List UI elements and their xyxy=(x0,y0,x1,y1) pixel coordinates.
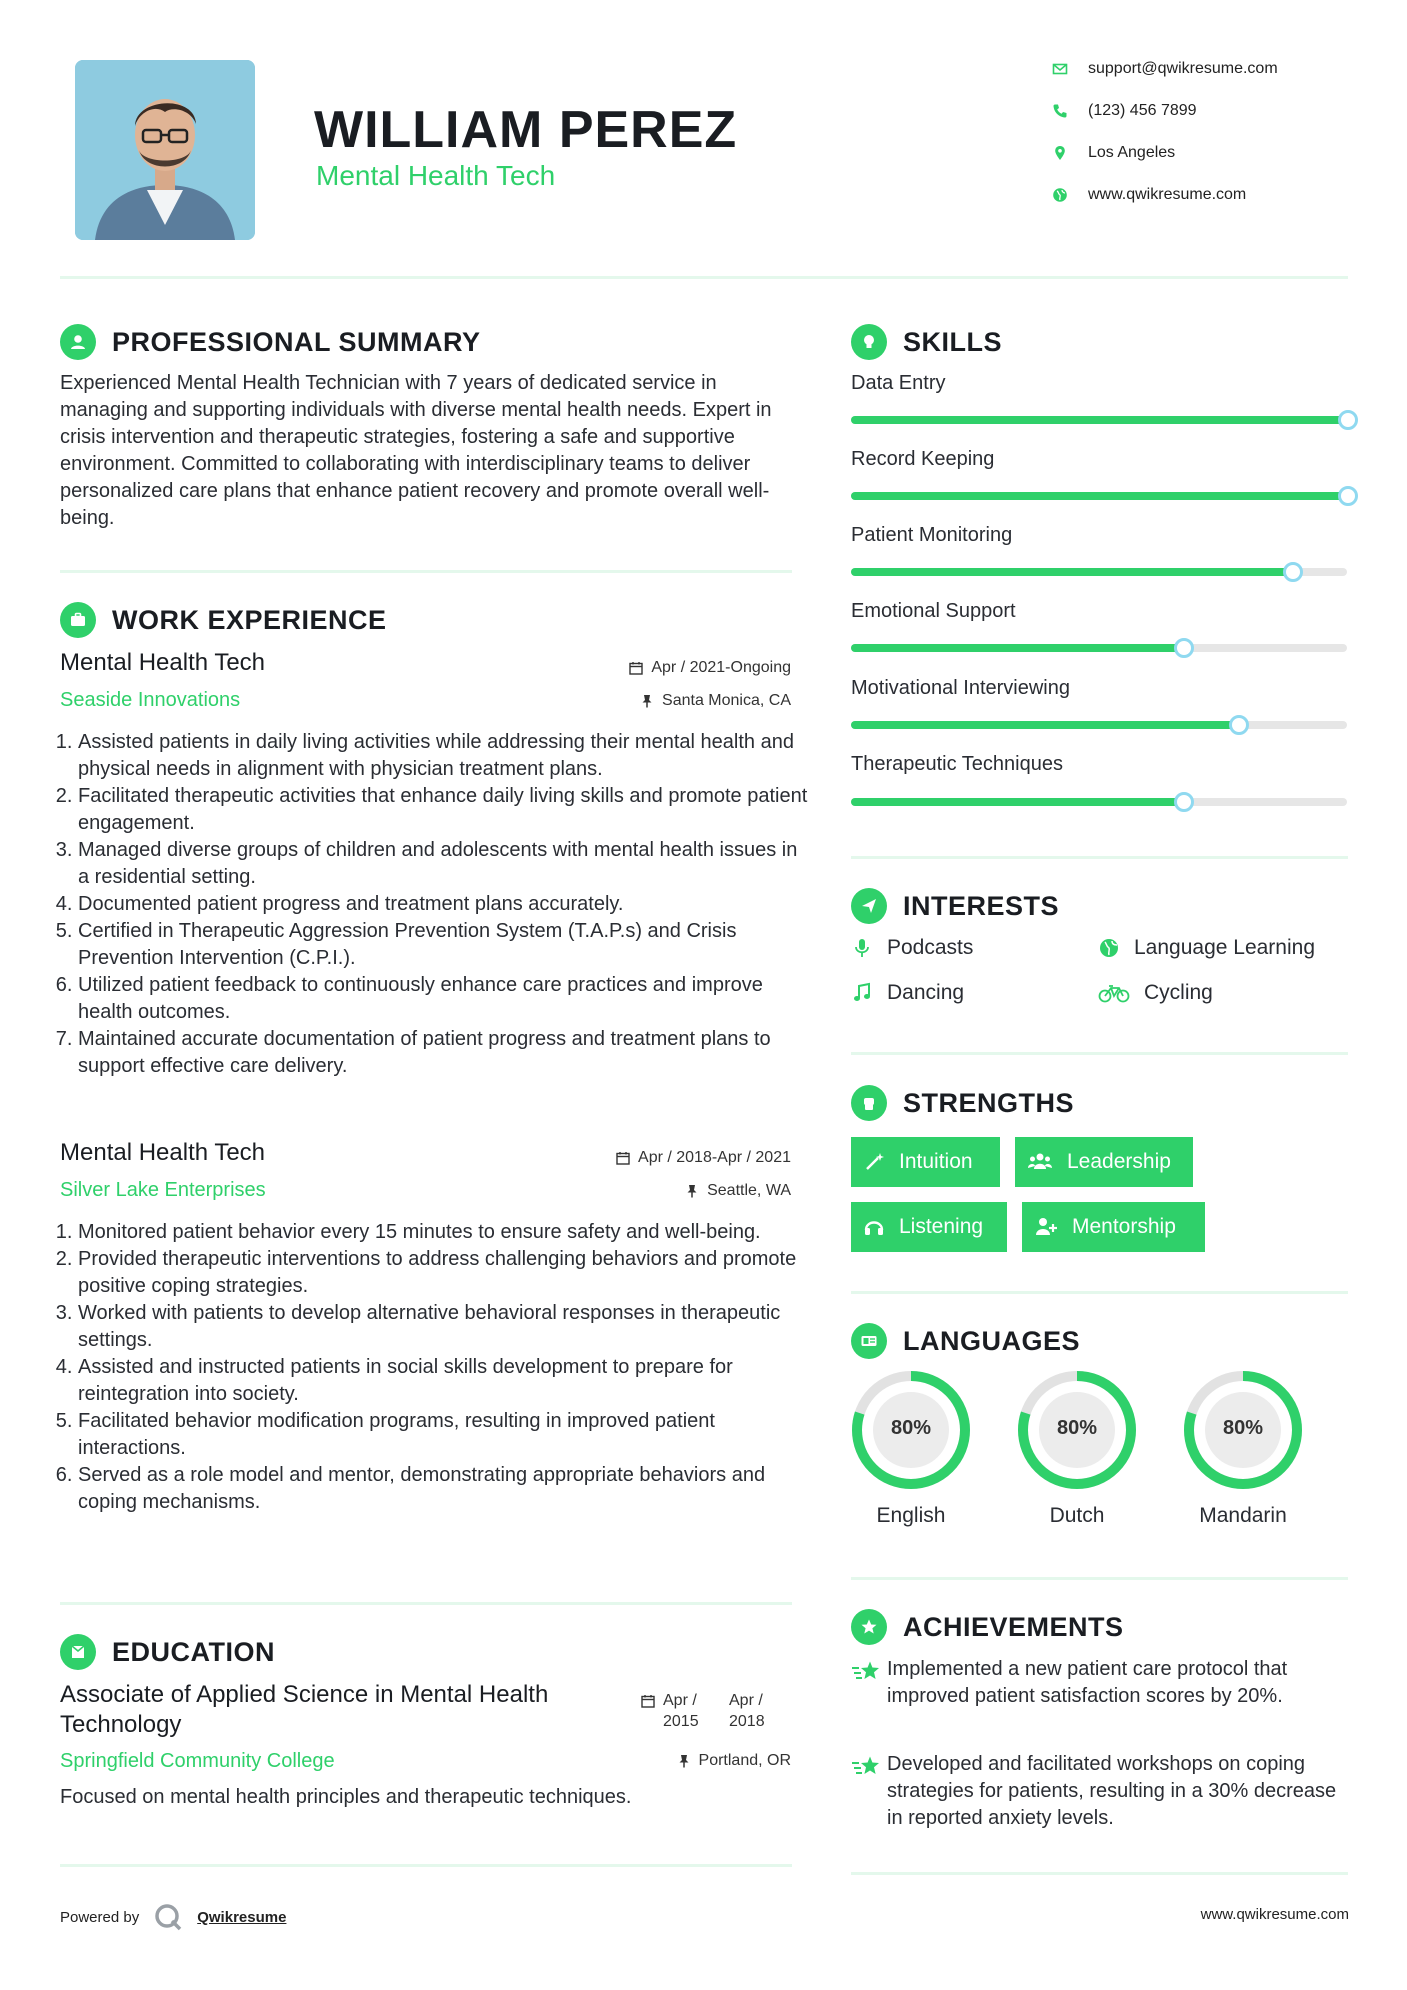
contact-email[interactable] xyxy=(1050,57,1278,81)
skill-bar-fill xyxy=(851,644,1183,652)
calendar-icon xyxy=(629,661,643,675)
interest-label: Dancing xyxy=(887,981,965,1004)
languages-title: LANGUAGES xyxy=(903,1325,1081,1356)
list-item: 2. Provided therapeutic interventions to address challenging behaviors and promote positive coping strategies. xyxy=(78,1246,810,1300)
education-end: Apr / 2018 xyxy=(729,1692,765,1730)
language-name: Dutch xyxy=(1049,1504,1105,1527)
achievement-text: Implemented a new patient care protocol that improved patient satisfaction scores by 20%. xyxy=(887,1658,1288,1707)
strength-label: Listening xyxy=(899,1215,984,1238)
interest-label: Language Learning xyxy=(1134,936,1316,959)
star-icon xyxy=(851,1656,887,1710)
candidate-role: Mental Health Tech xyxy=(316,160,556,191)
interest-item xyxy=(851,936,973,960)
strength-label: Intuition xyxy=(899,1150,973,1173)
education-dates xyxy=(641,1690,775,1732)
interests-heading xyxy=(851,886,1059,926)
briefcase-icon xyxy=(60,602,96,638)
achievements-divider xyxy=(851,1872,1348,1875)
education-divider xyxy=(60,1864,792,1867)
skills-heading xyxy=(851,322,1002,362)
interests-divider xyxy=(851,1052,1348,1055)
job-2-company: Silver Lake Enterprises xyxy=(60,1179,266,1201)
strengths-heading xyxy=(851,1083,1074,1123)
education-heading xyxy=(60,1632,275,1672)
calendar-icon xyxy=(616,1151,630,1165)
contact-location xyxy=(1050,141,1175,165)
pushpin-icon xyxy=(677,1754,691,1768)
list-item: 3. Managed diverse groups of children and adolescents with mental health issues in a residential setting. xyxy=(78,837,810,891)
list-item: 5. Facilitated behavior modification programs, resulting in improved patient interactions. xyxy=(78,1408,810,1462)
skills-title: SKILLS xyxy=(903,326,1003,357)
education-description: Focused on mental health principles and therapeutic techniques. xyxy=(60,1786,632,1808)
list-item: 1. Assisted patients in daily living activities while addressing their mental health and physical needs in alignment with physician treatment plans. xyxy=(78,729,810,783)
skill-bar-knob xyxy=(1338,486,1358,506)
skill-bar xyxy=(851,492,1347,500)
user-plus-icon xyxy=(1034,1216,1058,1238)
skill-bar-knob xyxy=(1229,715,1249,735)
calendar-icon xyxy=(641,1694,655,1708)
qwikresume-logo-icon xyxy=(153,1902,183,1932)
language-name: English xyxy=(876,1504,946,1527)
skill-name: Emotional Support xyxy=(851,600,1016,622)
raised-fist-icon xyxy=(851,1085,887,1121)
music-note-icon xyxy=(851,982,873,1004)
person-portrait-icon xyxy=(75,60,255,240)
language-card-icon xyxy=(851,1323,887,1359)
lightbulb-icon xyxy=(851,324,887,360)
list-item: 7. Maintained accurate documentation of patient progress and treatment plans to support effective care delivery. xyxy=(78,1026,810,1080)
list-item: 4. Documented patient progress and treatment plans accurately. xyxy=(78,891,810,918)
job-1-title: Mental Health Tech xyxy=(60,649,266,676)
job-2-dates-text: Apr / 2018-Apr / 2021 xyxy=(638,1149,791,1166)
job-1-dates-text: Apr / 2021-Ongoing xyxy=(651,659,791,676)
skill-bar-fill xyxy=(851,721,1238,729)
powered-by-text: Powered by xyxy=(60,1908,140,1926)
summary-title: PROFESSIONAL SUMMARY xyxy=(112,326,481,357)
phone-icon xyxy=(1050,101,1070,121)
envelope-icon xyxy=(1050,59,1070,79)
achievements-title: ACHIEVEMENTS xyxy=(903,1611,1124,1642)
language-percent: 80% xyxy=(1056,1417,1098,1439)
skill-name: Data Entry xyxy=(851,372,946,394)
footer-url[interactable]: www.qwikresume.com xyxy=(1200,1906,1349,1923)
interest-item xyxy=(1098,981,1213,1005)
strength-tag xyxy=(1022,1202,1205,1252)
strength-label: Mentorship xyxy=(1072,1215,1176,1238)
achievement-text: Developed and facilitated workshops on coping strategies for patients, resulting in a 30% decrease in reported anxiety levels. xyxy=(887,1753,1337,1829)
pushpin-icon xyxy=(685,1184,699,1198)
job-2-location-text: Seattle, WA xyxy=(707,1182,791,1199)
skill-name: Record Keeping xyxy=(851,448,995,470)
list-item: 3. Worked with patients to develop alternative behavioral responses in therapeutic settings. xyxy=(78,1300,810,1354)
skill-bar xyxy=(851,644,1347,652)
job-2-location xyxy=(685,1182,791,1200)
summary-divider xyxy=(60,570,792,573)
experience-title: WORK EXPERIENCE xyxy=(112,604,387,635)
pushpin-icon xyxy=(640,694,654,708)
user-circle-icon xyxy=(60,324,96,360)
contact-website-text: www.qwikresume.com xyxy=(1088,186,1247,203)
paper-plane-icon xyxy=(851,888,887,924)
interest-item xyxy=(851,981,964,1005)
skill-bar xyxy=(851,721,1347,729)
job-1-bullets xyxy=(60,729,810,1080)
experience-divider xyxy=(60,1602,792,1605)
interests-title: INTERESTS xyxy=(903,890,1060,921)
skill-bar-fill xyxy=(851,568,1292,576)
star-icon xyxy=(851,1751,887,1832)
list-item: 2. Facilitated therapeutic activities that enhance daily living skills and promote patient engagement. xyxy=(78,783,810,837)
list-item: 6. Served as a role model and mentor, demonstrating appropriate behaviors and coping mechanisms. xyxy=(78,1462,810,1516)
strengths-title: STRENGTHS xyxy=(903,1087,1075,1118)
language-name: Mandarin xyxy=(1199,1504,1287,1527)
skill-bar-knob xyxy=(1174,638,1194,658)
contact-phone[interactable] xyxy=(1050,99,1197,123)
skill-bar-knob xyxy=(1338,410,1358,430)
interest-label: Podcasts xyxy=(887,936,974,959)
microphone-icon xyxy=(851,937,873,959)
interest-item xyxy=(1098,936,1315,960)
strength-tag xyxy=(851,1137,1000,1187)
skill-bar-fill xyxy=(851,416,1347,424)
magic-wand-icon xyxy=(863,1151,885,1173)
skill-bar xyxy=(851,798,1347,806)
skill-bar-knob xyxy=(1174,792,1194,812)
contact-email-text: support@qwikresume.com xyxy=(1088,60,1278,77)
skills-divider xyxy=(851,856,1348,859)
education-title: EDUCATION xyxy=(112,1636,275,1667)
powered-by xyxy=(60,1902,286,1932)
strengths-divider xyxy=(851,1291,1348,1294)
skill-bar-fill xyxy=(851,798,1183,806)
language-percent: 80% xyxy=(1222,1417,1264,1439)
bicycle-icon xyxy=(1098,982,1130,1004)
interest-label: Cycling xyxy=(1144,981,1213,1004)
list-item: 6. Utilized patient feedback to continuously enhance care practices and improve health outcomes. xyxy=(78,972,810,1026)
education-location xyxy=(677,1752,791,1770)
strength-tag xyxy=(1015,1137,1193,1187)
education-degree: Associate of Applied Science in Mental Health Technology xyxy=(60,1681,549,1738)
graduation-icon xyxy=(60,1634,96,1670)
language-percent: 80% xyxy=(890,1417,932,1439)
skill-name: Motivational Interviewing xyxy=(851,677,1070,699)
skill-bar-fill xyxy=(851,492,1347,500)
skill-bar xyxy=(851,416,1347,424)
job-2-title: Mental Health Tech xyxy=(60,1139,266,1166)
qwikresume-link[interactable]: Qwikresume xyxy=(197,1908,287,1926)
contact-website[interactable] xyxy=(1050,183,1246,207)
job-2-bullets xyxy=(60,1219,810,1516)
map-pin-icon xyxy=(1050,143,1070,163)
headphones-icon xyxy=(863,1216,885,1238)
experience-heading xyxy=(60,600,387,640)
list-item: 1. Monitored patient behavior every 15 minutes to ensure safety and well-being. xyxy=(78,1219,810,1246)
skill-bar-knob xyxy=(1283,562,1303,582)
globe-icon xyxy=(1050,185,1070,205)
candidate-name: WILLIAM PEREZ xyxy=(314,101,738,159)
users-icon xyxy=(1027,1151,1053,1173)
summary-heading xyxy=(60,322,481,362)
contact-location-text: Los Angeles xyxy=(1088,144,1176,161)
job-1-dates xyxy=(629,659,791,677)
skill-name: Patient Monitoring xyxy=(851,524,1013,546)
contact-phone-text: (123) 456 7899 xyxy=(1088,102,1197,119)
job-2-dates xyxy=(616,1149,791,1167)
achievement-item xyxy=(851,1751,1351,1832)
achievement-item xyxy=(851,1656,1351,1710)
list-item: 5. Certified in Therapeutic Aggression Prevention System (T.A.P.s) and Crisis Prevention Intervention (C.P.I.). xyxy=(78,918,810,972)
skill-bar xyxy=(851,568,1347,576)
strength-label: Leadership xyxy=(1067,1150,1171,1173)
profile-photo xyxy=(75,60,255,240)
skill-name: Therapeutic Techniques xyxy=(851,753,1063,775)
star-badge-icon xyxy=(851,1609,887,1645)
list-item: 4. Assisted and instructed patients in social skills development to prepare for reintegration into society. xyxy=(78,1354,810,1408)
languages-heading xyxy=(851,1321,1080,1361)
job-1-company: Seaside Innovations xyxy=(60,689,241,711)
education-school: Springfield Community College xyxy=(60,1750,335,1772)
achievements-heading xyxy=(851,1607,1124,1647)
header-divider xyxy=(60,276,1348,279)
globe-icon xyxy=(1098,937,1120,959)
languages-divider xyxy=(851,1577,1348,1580)
job-1-location xyxy=(640,692,791,710)
summary-text: Experienced Mental Health Technician with 7 years of dedicated service in managing and supporting individuals with diverse mental health needs. Expert in crisis intervention and therapeutic strategies, fostering a safe and supportive environment. Committed to collaborating with interdisciplinary teams to deliver personalized care plans that enhance patient recovery and promote overall well-being. xyxy=(60,372,772,529)
strength-tag xyxy=(851,1202,1007,1252)
education-start: Apr / 2015 xyxy=(663,1692,699,1730)
job-1-location-text: Santa Monica, CA xyxy=(662,692,791,709)
education-location-text: Portland, OR xyxy=(698,1752,791,1769)
